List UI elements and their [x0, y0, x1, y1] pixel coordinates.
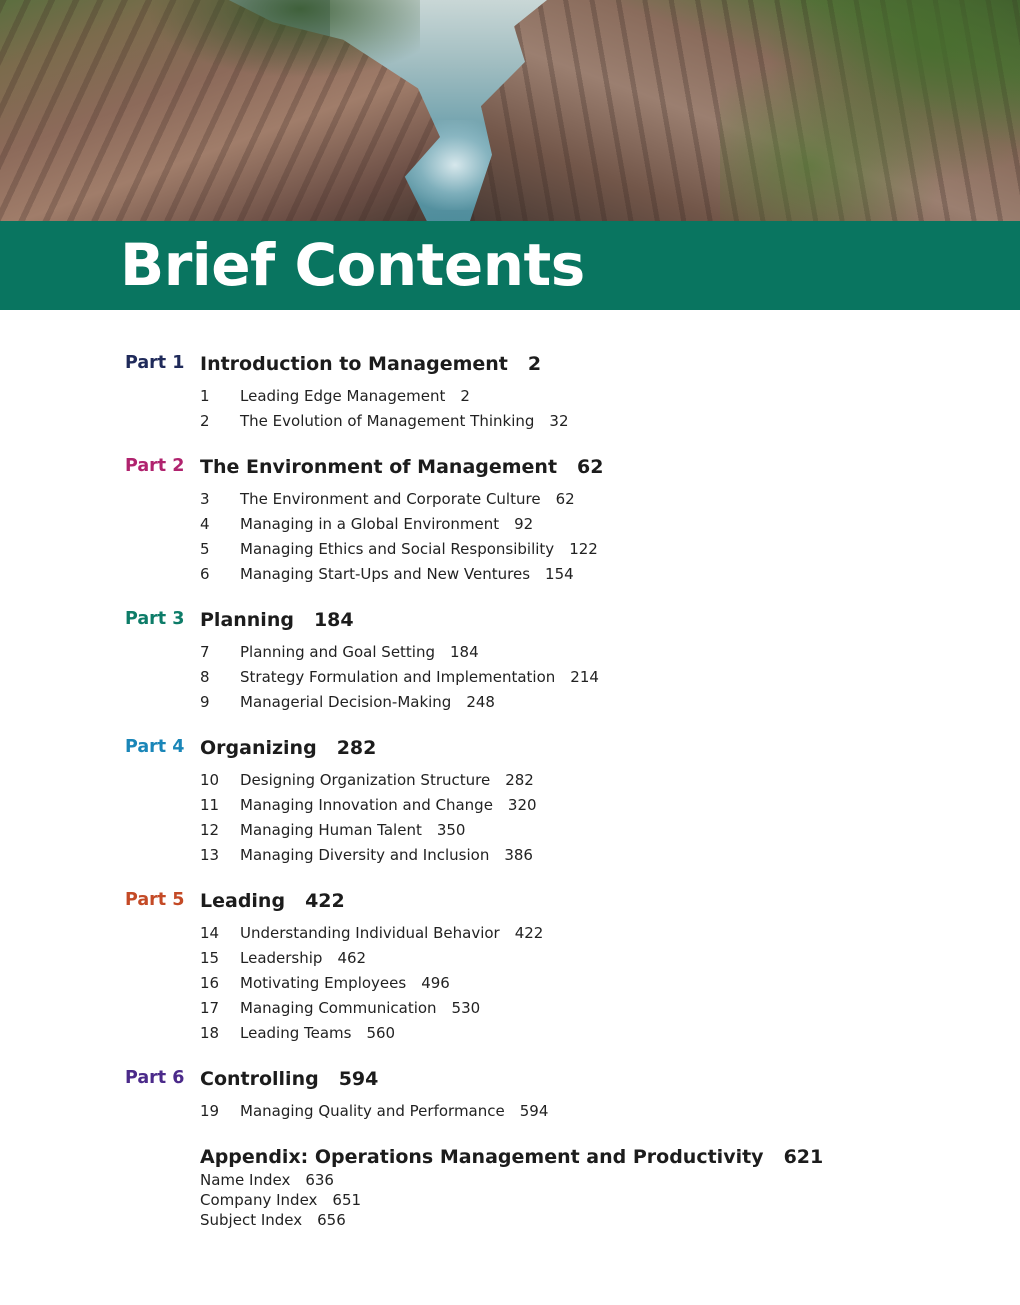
part-heading — [0, 606, 1020, 640]
chapter-page-number: 320 — [507, 796, 537, 814]
chapter-number: 19 — [200, 1102, 220, 1120]
chapter-entry[interactable] — [0, 1099, 1020, 1124]
chapter-title: Motivating Employees — [240, 974, 407, 992]
part-section — [0, 887, 1020, 1046]
part-title-text: Introduction to Management — [200, 353, 508, 375]
chapter-entry[interactable] — [0, 665, 1020, 690]
chapter-title: Leading Teams — [240, 1024, 352, 1042]
part-title[interactable] — [200, 456, 604, 478]
part-heading — [0, 887, 1020, 921]
chapter-entry[interactable] — [0, 640, 1020, 665]
chapter-entry[interactable] — [0, 793, 1020, 818]
chapter-title: The Environment and Corporate Culture — [240, 490, 541, 508]
part-heading — [0, 453, 1020, 487]
index-page-number: 636 — [305, 1171, 334, 1189]
chapter-page-number: 422 — [514, 924, 544, 942]
chapter-title: Designing Organization Structure — [240, 771, 491, 789]
chapter-page-number: 62 — [555, 490, 575, 508]
chapter-title: Understanding Individual Behavior — [240, 924, 500, 942]
index-title: Company Index — [200, 1191, 318, 1209]
chapter-number: 9 — [200, 693, 210, 711]
chapter-number: 12 — [200, 821, 220, 839]
chapter-entry[interactable] — [0, 384, 1020, 409]
chapter-title-wrap — [240, 821, 465, 839]
chapter-title: Managing Start-Ups and New Ventures — [240, 565, 531, 583]
appendix-page-number: 621 — [783, 1146, 824, 1168]
chapter-title-wrap — [240, 668, 599, 686]
part-title-text: The Environment of Management — [200, 456, 558, 478]
chapter-title-wrap — [240, 949, 366, 967]
chapter-number: 7 — [200, 643, 210, 661]
chapter-list — [0, 768, 1020, 868]
chapter-title: Strategy Formulation and Implementation — [240, 668, 556, 686]
chapter-list — [0, 487, 1020, 587]
index-entry[interactable] — [0, 1210, 1020, 1230]
photo-vegetation-right — [720, 0, 1020, 221]
chapter-title-wrap — [240, 924, 543, 942]
part-title[interactable] — [200, 609, 354, 631]
chapter-title: Leading Edge Management — [240, 387, 446, 405]
part-title-text: Leading — [200, 890, 286, 912]
part-page-number: 62 — [577, 456, 604, 478]
part-label: Part 1 — [125, 353, 185, 373]
chapter-number: 1 — [200, 387, 210, 405]
section-spacer — [0, 868, 1020, 887]
chapter-page-number: 248 — [466, 693, 495, 711]
contents-list — [0, 350, 1020, 1230]
chapter-page-number: 560 — [366, 1024, 396, 1042]
chapter-title: Managing Ethics and Social Responsibility — [240, 540, 555, 558]
part-heading — [0, 734, 1020, 768]
chapter-number: 11 — [200, 796, 220, 814]
section-spacer — [0, 1046, 1020, 1065]
chapter-page-number: 386 — [504, 846, 533, 864]
chapter-entry[interactable] — [0, 512, 1020, 537]
chapter-title-wrap — [240, 540, 598, 558]
part-title[interactable] — [200, 1068, 378, 1090]
chapter-entry[interactable] — [0, 946, 1020, 971]
chapter-page-number: 184 — [450, 643, 479, 661]
part-title-text: Organizing — [200, 737, 317, 759]
chapter-title: Managing Communication — [240, 999, 437, 1017]
chapter-title: Managing Innovation and Change — [240, 796, 493, 814]
chapter-page-number: 2 — [460, 387, 470, 405]
chapter-page-number: 122 — [569, 540, 598, 558]
chapter-number: 18 — [200, 1024, 220, 1042]
chapter-page-number: 92 — [514, 515, 534, 533]
appendix-title-text: Appendix: Operations Management and Productivity — [200, 1146, 764, 1168]
part-section — [0, 1065, 1020, 1124]
chapter-page-number: 350 — [436, 821, 466, 839]
chapter-list — [0, 640, 1020, 715]
chapter-entry[interactable] — [0, 537, 1020, 562]
chapter-title-wrap — [240, 1102, 548, 1120]
section-spacer — [0, 715, 1020, 734]
chapter-page-number: 496 — [421, 974, 450, 992]
chapter-entry[interactable] — [0, 690, 1020, 715]
part-title[interactable] — [200, 353, 541, 375]
section-spacer — [0, 1124, 1020, 1143]
part-page-number: 422 — [305, 890, 345, 912]
photo-vegetation-left — [120, 0, 420, 90]
chapter-entry[interactable] — [0, 996, 1020, 1021]
chapter-title-wrap — [240, 796, 537, 814]
chapter-number: 15 — [200, 949, 220, 967]
part-label: Part 3 — [125, 609, 185, 629]
index-title-wrap — [200, 1191, 361, 1209]
chapter-title-wrap — [240, 565, 574, 583]
index-page-number: 651 — [332, 1191, 362, 1209]
part-heading — [0, 1065, 1020, 1099]
chapter-number: 2 — [200, 412, 210, 430]
chapter-title: The Evolution of Management Thinking — [240, 412, 535, 430]
part-page-number: 184 — [313, 609, 354, 631]
title-band — [0, 221, 1020, 310]
chapter-entry[interactable] — [0, 971, 1020, 996]
chapter-list — [0, 1099, 1020, 1124]
chapter-page-number: 214 — [570, 668, 599, 686]
chapter-entry[interactable] — [0, 921, 1020, 946]
chapter-page-number: 594 — [519, 1102, 549, 1120]
part-title[interactable] — [200, 890, 345, 912]
chapter-entry[interactable] — [0, 843, 1020, 868]
chapter-entry[interactable] — [0, 1021, 1020, 1046]
chapter-number: 4 — [200, 515, 210, 533]
chapter-title-wrap — [240, 1024, 395, 1042]
chapter-number: 10 — [200, 771, 220, 789]
chapter-number: 6 — [200, 565, 210, 583]
chapter-title-wrap — [240, 490, 575, 508]
chapter-number: 16 — [200, 974, 220, 992]
index-entry[interactable] — [0, 1190, 1020, 1210]
part-page-number: 282 — [336, 737, 377, 759]
chapter-number: 3 — [200, 490, 210, 508]
chapter-entry[interactable] — [0, 487, 1020, 512]
section-spacer — [0, 434, 1020, 453]
part-label: Part 2 — [125, 456, 185, 476]
chapter-title-wrap — [240, 846, 533, 864]
chapter-number: 17 — [200, 999, 220, 1017]
chapter-title-wrap — [240, 999, 480, 1017]
index-title: Name Index — [200, 1171, 291, 1189]
appendix-heading[interactable] — [0, 1143, 1020, 1170]
chapter-title: Managing Quality and Performance — [240, 1102, 505, 1120]
chapter-title-wrap — [240, 771, 534, 789]
chapter-entry[interactable] — [0, 562, 1020, 587]
chapter-list — [0, 384, 1020, 434]
page-title: Brief Contents — [120, 231, 585, 299]
chapter-title-wrap — [240, 693, 495, 711]
chapter-title: Planning and Goal Setting — [240, 643, 436, 661]
part-section — [0, 453, 1020, 587]
chapter-number: 5 — [200, 540, 210, 558]
index-page-number: 656 — [317, 1211, 346, 1229]
index-entry[interactable] — [0, 1170, 1020, 1190]
appendix-title — [200, 1146, 823, 1168]
part-section — [0, 350, 1020, 434]
chapter-title: Leadership — [240, 949, 323, 967]
part-label: Part 6 — [125, 1068, 185, 1088]
index-title-wrap — [200, 1171, 334, 1189]
header-photo — [0, 0, 1020, 221]
part-title-text: Controlling — [200, 1068, 319, 1090]
chapter-title-wrap — [240, 412, 569, 430]
chapter-entry[interactable] — [0, 768, 1020, 793]
index-title: Subject Index — [200, 1211, 303, 1229]
chapter-list — [0, 921, 1020, 1046]
part-label: Part 4 — [125, 737, 185, 757]
chapter-title-wrap — [240, 387, 470, 405]
chapter-entry[interactable] — [0, 818, 1020, 843]
part-heading — [0, 350, 1020, 384]
chapter-number: 8 — [200, 668, 210, 686]
chapter-title: Managing Diversity and Inclusion — [240, 846, 490, 864]
chapter-title: Managing Human Talent — [240, 821, 422, 839]
chapter-title-wrap — [240, 643, 479, 661]
part-section — [0, 606, 1020, 715]
chapter-title: Managing in a Global Environment — [240, 515, 500, 533]
chapter-page-number: 462 — [337, 949, 367, 967]
part-title[interactable] — [200, 737, 376, 759]
chapter-page-number: 32 — [549, 412, 569, 430]
chapter-title-wrap — [240, 515, 533, 533]
part-page-number: 2 — [527, 353, 542, 375]
part-label: Part 5 — [125, 890, 185, 910]
chapter-title-wrap — [240, 974, 450, 992]
part-section — [0, 734, 1020, 868]
chapter-number: 14 — [200, 924, 220, 942]
chapter-page-number: 282 — [505, 771, 534, 789]
section-spacer — [0, 587, 1020, 606]
part-page-number: 594 — [338, 1068, 379, 1090]
chapter-number: 13 — [200, 846, 220, 864]
part-title-text: Planning — [200, 609, 294, 631]
index-title-wrap — [200, 1211, 346, 1229]
chapter-page-number: 154 — [545, 565, 574, 583]
chapter-title: Managerial Decision-Making — [240, 693, 452, 711]
chapter-page-number: 530 — [451, 999, 481, 1017]
chapter-entry[interactable] — [0, 409, 1020, 434]
